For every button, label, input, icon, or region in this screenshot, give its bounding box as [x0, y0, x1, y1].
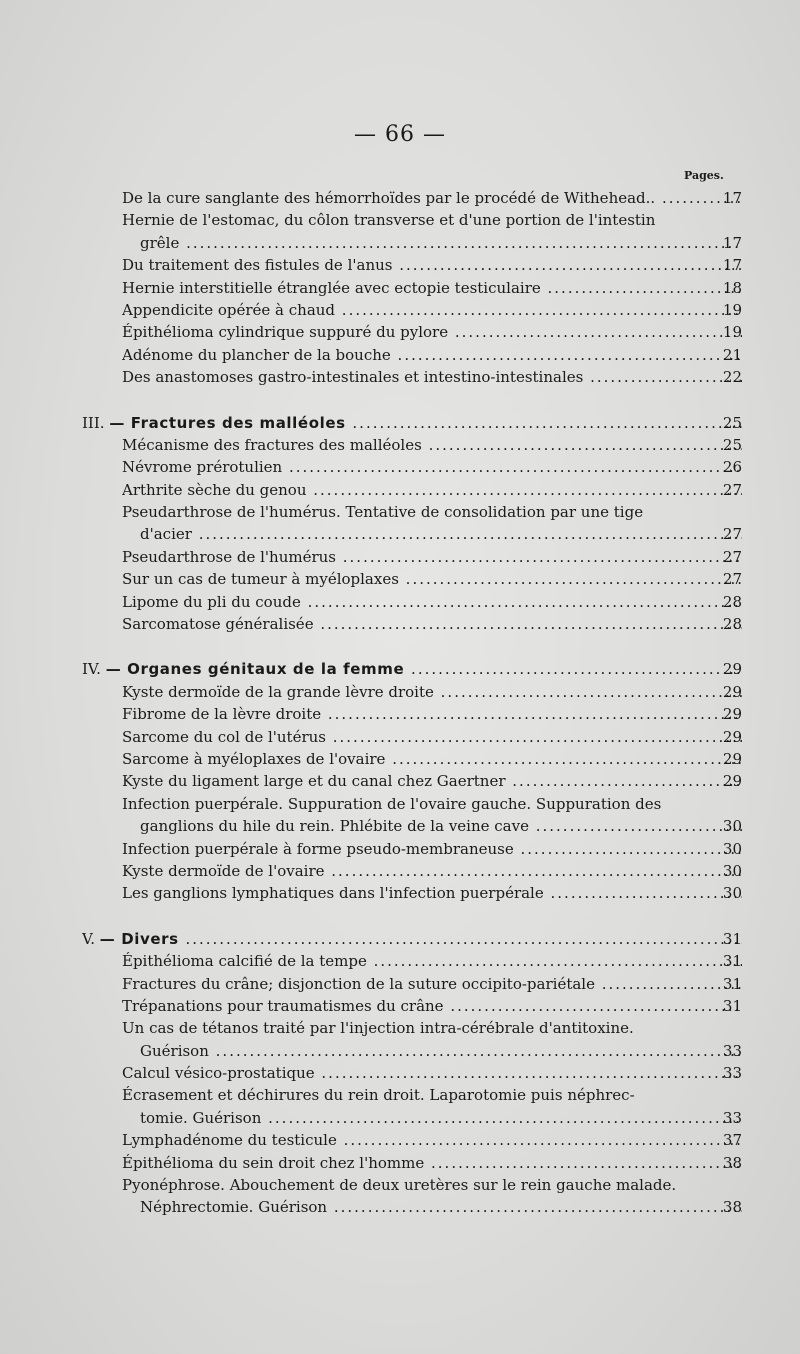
toc-entry [82, 793, 742, 838]
toc-entry-line [82, 860, 742, 882]
toc-entry-page-number: 29 [722, 705, 742, 724]
toc-entry-page-number: 38 [722, 1153, 742, 1172]
toc-entry-continuation-line [82, 523, 742, 545]
toc-entry-line [82, 973, 742, 995]
toc-entry-page-number: 33 [722, 1064, 742, 1083]
toc-entry [82, 1084, 742, 1129]
toc-entry [82, 860, 742, 882]
toc-entry-text: Sarcome du col de l'utérus ..... [122, 726, 742, 748]
toc-entry-continuation-line [82, 232, 742, 254]
toc-entry [82, 254, 742, 276]
toc-entry [82, 209, 742, 254]
toc-entry [82, 479, 742, 501]
toc-entry-text: Sur un cas de tumeur à myéloplaxes ..... [122, 568, 742, 590]
toc-entry-page-number: 30 [722, 861, 742, 880]
toc-entry-text: Calcul vésico-prostatique ..... [122, 1062, 742, 1084]
toc-entry-page-number: 22 [722, 368, 742, 387]
section-title: — Organes génitaux de la femme [105, 660, 405, 679]
section-heading [82, 928, 742, 950]
toc-entry-text: Guérison ..... [140, 1040, 742, 1062]
toc-entry-line [82, 681, 742, 703]
toc-entry-text: Épithélioma calcifié de la tempe ..... [122, 950, 742, 972]
toc-entry-text: Lipome du pli du coude ..... [122, 591, 742, 613]
toc-entry-page-number: 29 [722, 727, 742, 746]
pages-column-header: Pages. [684, 169, 724, 182]
toc-entry-text: Kyste dermoïde de l'ovaire ..... [122, 860, 742, 882]
toc-entry-line [82, 1174, 742, 1196]
toc-entry-line [82, 1084, 742, 1106]
toc-entry [82, 591, 742, 613]
toc-entry-line [82, 299, 742, 321]
toc-entry-text: Fibrome de la lèvre droite ..... [122, 703, 742, 725]
toc-entry [82, 1062, 742, 1084]
toc-entry-text: Mécanisme des fractures des malléoles ..... [122, 434, 742, 456]
toc-entry [82, 770, 742, 792]
toc-section [82, 658, 742, 904]
section-title: — Fractures des malléoles [109, 413, 346, 432]
toc-entry [82, 882, 742, 904]
section-numeral: IV. [82, 660, 101, 679]
toc-entry-line [82, 434, 742, 456]
toc-entry [82, 1152, 742, 1174]
toc-entry [82, 838, 742, 860]
toc-entry-text: tomie. Guérison ..... [140, 1107, 742, 1129]
toc-entry [82, 613, 742, 635]
toc-entry-line [82, 793, 742, 815]
toc-entry-page-number: 17 [722, 233, 742, 252]
toc-entry-text: Kyste dermoïde de la grande lèvre droite ..... [122, 681, 742, 703]
toc-entry-page-number: 29 [722, 749, 742, 768]
toc-entry-text: Infection puerpérale. Suppuration de l'ovaire gauche. Suppuration des [122, 794, 662, 813]
toc-entry-page-number: 26 [722, 458, 742, 477]
toc-section [82, 928, 742, 1219]
toc-entry-page-number: 25 [722, 435, 742, 454]
toc-entry-page-number: 31 [722, 974, 742, 993]
section-page-number: 29 [722, 660, 742, 679]
toc-entry [82, 501, 742, 546]
toc-entry-page-number: 33 [722, 1108, 742, 1127]
toc-entry-line [82, 456, 742, 478]
toc-entry [82, 344, 742, 366]
section-heading [82, 412, 742, 434]
toc-entry-line [82, 277, 742, 299]
toc-entry-line [82, 613, 742, 635]
toc-entry-continuation-line [82, 1040, 742, 1062]
page-number: — 66 — [354, 122, 446, 147]
section-numeral: III. [82, 413, 105, 432]
section-heading-line [82, 928, 742, 950]
toc-entry-text: Appendicite opérée à chaud ..... [122, 299, 742, 321]
toc-entry-page-number: 27 [722, 525, 742, 544]
toc-entry-line [82, 838, 742, 860]
toc-entry-page-number: 17 [722, 189, 742, 207]
toc-entry [82, 748, 742, 770]
toc-entry [82, 1129, 742, 1151]
toc-entry-text: Des anastomoses gastro-intestinales et intestino-intestinales ..... [122, 366, 742, 388]
toc-entry [82, 434, 742, 456]
toc-entry-line [82, 770, 742, 792]
toc-entry-page-number: 33 [722, 1041, 742, 1060]
toc-entry [82, 703, 742, 725]
section-heading-text [82, 658, 742, 680]
toc-entry [82, 1174, 742, 1219]
toc-entry-page-number: 21 [722, 345, 742, 364]
section-heading-text [82, 412, 742, 434]
toc-entry-line [82, 501, 742, 523]
toc-entry-text: Écrasement et déchirures du rein droit. Laparotomie puis néphrec- [122, 1086, 635, 1105]
toc-entry-line [82, 882, 742, 904]
section-heading-line [82, 412, 742, 434]
section-heading-text [82, 928, 742, 950]
toc-entry-page-number: 29 [722, 772, 742, 791]
toc-entry-line [82, 366, 742, 388]
toc-entry-line [82, 1152, 742, 1174]
toc-entry-page-number: 19 [722, 323, 742, 342]
toc-entry-text: Sarcome à myéloplaxes de l'ovaire ..... [122, 748, 742, 770]
toc-entry-page-number: 30 [722, 884, 742, 903]
toc-entry-text: d'acier ..... [140, 523, 742, 545]
toc-entry-text: Épithélioma du sein droit chez l'homme ..... [122, 1152, 742, 1174]
toc-entry [82, 973, 742, 995]
toc-entry-text: Fractures du crâne; disjonction de la suture occipito-pariétale ..... [122, 973, 742, 995]
toc-entry [82, 187, 742, 209]
toc-entry-page-number: 38 [722, 1198, 742, 1217]
section-title: — Divers [99, 929, 179, 948]
toc-entry-text: Kyste du ligament large et du canal chez Gaertner ..... [122, 770, 742, 792]
section-heading [82, 658, 742, 680]
toc-entry-page-number: 27 [722, 480, 742, 499]
toc-entry-text: Sarcomatose généralisée ..... [122, 613, 742, 635]
section-heading-line [82, 658, 742, 680]
toc-entry [82, 726, 742, 748]
toc-entry-continuation-line [82, 1196, 742, 1218]
toc-entry [82, 950, 742, 972]
toc-entry-text: Adénome du plancher de la bouche ..... [122, 344, 742, 366]
toc-entry [82, 681, 742, 703]
section-numeral: V. [82, 929, 95, 948]
toc-entry-text: Un cas de tétanos traité par l'injection intra-cérébrale d'antitoxine. [122, 1019, 634, 1038]
toc-section [82, 187, 742, 389]
toc-entry-text: Pseudarthrose de l'humérus. Tentative de consolidation par une tige [122, 503, 644, 522]
toc-entry-page-number: 37 [722, 1131, 742, 1150]
toc-entry-text: Infection puerpérale à forme pseudo-membraneuse ..... [122, 838, 742, 860]
toc-entry-page-number: 30 [722, 817, 742, 836]
table-of-contents [82, 187, 742, 1219]
toc-entry-text: Pyonéphrose. Abouchement de deux uretères sur le rein gauche malade. [122, 1176, 677, 1195]
toc-entry-line [82, 726, 742, 748]
toc-entry-page-number: 31 [722, 996, 742, 1015]
toc-entry-line [82, 748, 742, 770]
toc-entry [82, 366, 742, 388]
toc-entry [82, 456, 742, 478]
toc-entry-line [82, 591, 742, 613]
toc-entry-text: Arthrite sèche du genou ..... [122, 479, 742, 501]
toc-entry-line [82, 1129, 742, 1151]
toc-entry [82, 277, 742, 299]
toc-entry-line [82, 703, 742, 725]
toc-entry-text: Pseudarthrose de l'humérus ..... [122, 546, 742, 568]
toc-entry [82, 1017, 742, 1062]
toc-entry-text: Néphrectomie. Guérison ..... [140, 1196, 742, 1218]
toc-entry-line [82, 344, 742, 366]
toc-entry-page-number: 27 [722, 570, 742, 589]
toc-entry-line [82, 995, 742, 1017]
section-page-number: 31 [722, 929, 742, 948]
toc-entry-line [82, 1017, 742, 1039]
toc-entry [82, 995, 742, 1017]
toc-entry-page-number: 28 [722, 592, 742, 611]
toc-entry-page-number: 30 [722, 839, 742, 858]
toc-section [82, 412, 742, 636]
toc-entry-text: Du traitement des fistules de l'anus ..... [122, 254, 742, 276]
toc-entry-text: De la cure sanglante des hémorrhoïdes par le procédé de Withehead.. ..... [122, 187, 742, 209]
toc-entry-text: Les ganglions lymphatiques dans l'infection puerpérale ..... [122, 882, 742, 904]
toc-entry-line [82, 546, 742, 568]
toc-entry [82, 546, 742, 568]
toc-entry [82, 568, 742, 590]
toc-entry-line [82, 1062, 742, 1084]
toc-entry-page-number: 18 [722, 278, 742, 297]
toc-entry-text: ganglions du hile du rein. Phlébite de la veine cave ..... [140, 815, 742, 837]
toc-entry-page-number: 17 [722, 256, 742, 275]
toc-entry-line [82, 321, 742, 343]
toc-entry-text: Trépanations pour traumatismes du crâne ..... [122, 995, 742, 1017]
toc-entry-text: Hernie de l'estomac, du côlon transverse et d'une portion de l'intestin [122, 211, 656, 230]
toc-entry-page-number: 31 [722, 952, 742, 971]
toc-entry-line [82, 568, 742, 590]
toc-entry-line [82, 479, 742, 501]
toc-entry [82, 299, 742, 321]
toc-entry-line [82, 950, 742, 972]
toc-entry-continuation-line [82, 1107, 742, 1129]
toc-entry-line [82, 187, 742, 209]
toc-entry-continuation-line [82, 815, 742, 837]
toc-entry-text: Lymphadénome du testicule ..... [122, 1129, 742, 1151]
toc-entry [82, 321, 742, 343]
section-page-number: 25 [722, 413, 742, 432]
toc-entry-line [82, 254, 742, 276]
toc-entry-line [82, 209, 742, 231]
toc-entry-text: grêle ..... [140, 232, 742, 254]
toc-entry-text: Hernie interstitielle étranglée avec ectopie testiculaire ..... [122, 277, 742, 299]
toc-entry-page-number: 28 [722, 615, 742, 634]
toc-entry-page-number: 27 [722, 547, 742, 566]
toc-entry-text: Épithélioma cylindrique suppuré du pylore ..... [122, 321, 742, 343]
toc-entry-page-number: 29 [722, 682, 742, 701]
toc-entry-text: Névrome prérotulien ..... [122, 456, 742, 478]
toc-entry-page-number: 19 [722, 300, 742, 319]
